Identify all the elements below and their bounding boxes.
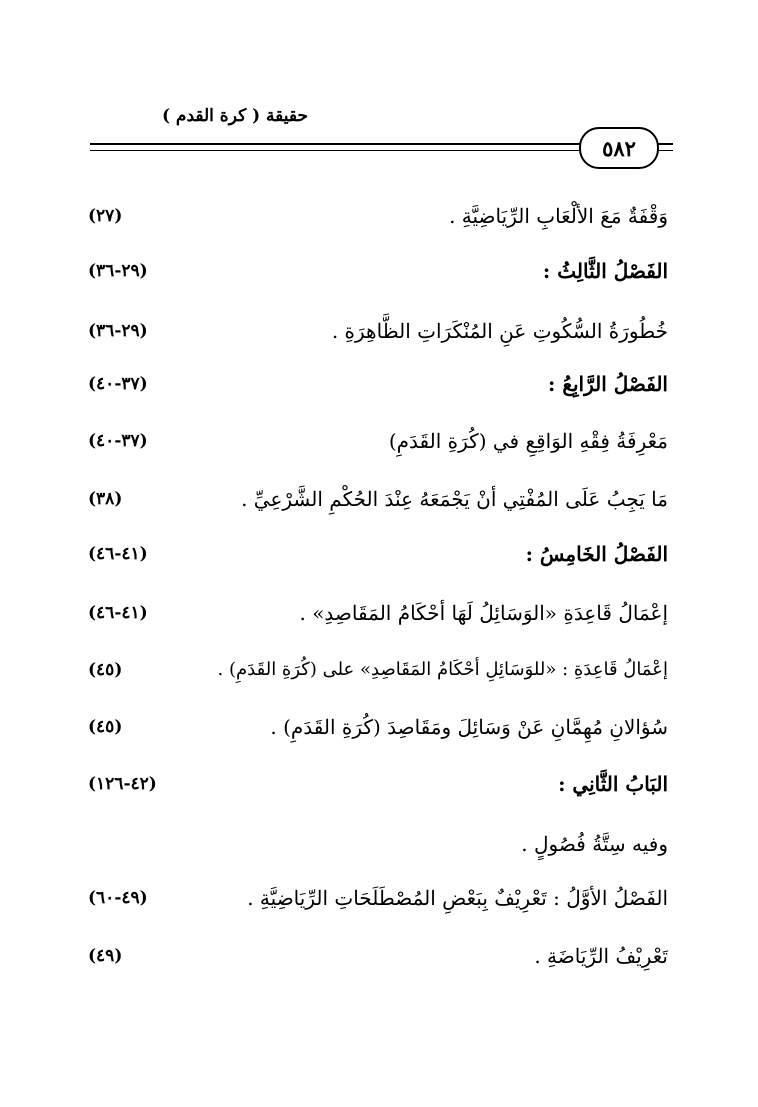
toc-page-range: (٣٧-٤٠) — [88, 374, 148, 394]
toc-entry — [88, 251, 668, 291]
toc-entry-text: مَا يَجِبُ عَلَى المُفْتِي أنْ يَجْمَعَهُ عِنْدَ الحُكْمِ الشَّرْعِيِّ . — [241, 487, 668, 511]
toc-page-range: (٤٥) — [88, 717, 123, 737]
toc-entry — [88, 311, 668, 351]
toc-entry-text: وفيه سِتَّةُ فُصُولٍ . — [521, 832, 668, 856]
page-number-badge: ٥٨٢ — [579, 127, 659, 169]
toc-entry — [88, 707, 668, 747]
toc-section-heading: الفَصْلُ الرَّابِعُ : — [547, 372, 668, 396]
toc-page-range: (٤١-٤٦) — [88, 603, 148, 623]
toc-entry-text: وَقْفَةٌ مَعَ الألْعَابِ الرِّيَاضِيَّةِ . — [449, 204, 668, 228]
toc-entry — [88, 824, 668, 864]
toc-entry — [88, 936, 668, 976]
running-header-title: حقيقة ( كرة القدم ) — [161, 106, 308, 126]
toc-page-range: (٢٩-٣٦) — [88, 261, 148, 281]
toc-entry — [88, 421, 668, 461]
toc-page-range: (٤٥) — [88, 660, 123, 680]
toc-entry — [88, 364, 668, 404]
toc-section-heading: الفَصْلُ الثَّالِثُ : — [542, 259, 668, 283]
toc-page-range: (٢٩-٣٦) — [88, 321, 148, 341]
toc-entry — [88, 593, 668, 633]
toc-page-range: (٤٢-١٢٦) — [88, 774, 157, 794]
toc-page-range: (٢٧) — [88, 206, 123, 226]
toc-entry-text: خُطُورَةُ السُّكُوتِ عَنِ المُنْكَرَاتِ الظَّاهِرَةِ . — [331, 319, 668, 343]
toc-section-heading: الفَصْلُ الخَامِسُ : — [525, 542, 668, 566]
toc-page-range: (٣٨) — [88, 489, 123, 509]
toc-page-range: (٤١-٤٦) — [88, 544, 148, 564]
toc-entry-text: إعْمَالُ قَاعِدَةِ : «للوَسَائِلِ أحْكَامُ المَقَاصِدِ» على (كُرَةِ القَدَمِ) . — [217, 659, 668, 680]
toc-page-range: (٤٩-٦٠) — [88, 888, 148, 908]
toc-entry — [88, 764, 668, 804]
toc-page-range: (٣٧-٤٠) — [88, 431, 148, 451]
toc-entry-text: إعْمَالُ قَاعِدَةِ «الوَسَائِلُ لَهَا أحْكَامُ المَقَاصِدِ» . — [299, 601, 668, 625]
header-rule-thin — [90, 150, 580, 151]
toc-page-range: (٤٩) — [88, 946, 123, 966]
toc-entry-text: مَعْرِفَةُ فِقْهِ الوَاقِعِ في (كُرَةِ القَدَمِ) — [388, 429, 668, 453]
toc-entry-text: سُؤالانِ مُهِمَّانِ عَنْ وَسَائِلَ ومَقَاصِدَ (كُرَةِ القَدَمِ) . — [270, 715, 668, 739]
toc-entry — [88, 650, 668, 690]
toc-entry — [88, 196, 668, 236]
toc-section-heading: البَابُ الثَّانِي : — [558, 772, 668, 796]
toc-entry — [88, 479, 668, 519]
toc-entry — [88, 534, 668, 574]
toc-entry — [88, 878, 668, 918]
toc-entry-text: الفَصْلُ الأوَّلُ : تَعْرِيْفٌ بِبَعْضِ المُصْطَلَحَاتِ الرِّيَاضِيَّةِ . — [247, 886, 668, 910]
toc-entry-text: تَعْرِيْفُ الرِّيَاضَةِ . — [534, 944, 668, 968]
header-rule-thick — [90, 143, 580, 145]
